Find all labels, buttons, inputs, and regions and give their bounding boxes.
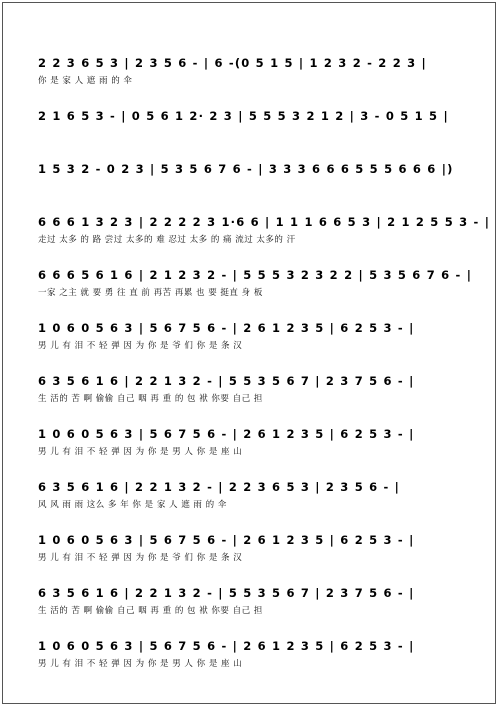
notation-line: 2 2 3 6 5 3 | 2 3 5 6 - | 6 -(0 5 1 5 | 1 2 3 2 - 2 2 3 | [38,56,427,70]
score-row-1 [38,52,468,91]
lyrics-line: 走过 太多 的 路 尝过 太多的 难 忍过 太多 的 痛 流过 太多的 汗 [38,235,296,245]
lyrics-line: 男 儿 有 泪 不 轻 弹 因 为 你 是 爷 们 你 是 条 汉 [38,553,243,563]
notation-line: 6 3 5 6 1 6 | 2 2 1 3 2 - | 5 5 3 5 6 7 | 2 3 7 5 6 - | [38,586,415,600]
notation-line: 1 0 6 0 5 6 3 | 5 6 7 5 6 - | 2 6 1 2 3 5 | 6 2 5 3 - | [38,321,415,335]
score-row-8 [38,423,468,462]
notation-line: 1 0 6 0 5 6 3 | 5 6 7 5 6 - | 2 6 1 2 3 5 | 6 2 5 3 - | [38,533,415,547]
lyrics-line [38,127,468,144]
score-row-5 [38,264,473,303]
lyrics-line [38,180,468,197]
lyrics-line: 生 活的 苦 啊 偷偷 自己 咽 再 重 的 包 袱 你要 自己 担 [38,394,263,404]
lyrics-line: 风 风 雨 雨 这么 多 年 你 是 家 人 遮 雨 的 伞 [38,500,227,510]
score-row-6 [38,317,468,356]
score-row-11 [38,582,468,621]
notation-line: 2 1 6 5 3 - | 0 5 6 1 2· 2 3 | 5 5 5 3 2 1 2 | 3 - 0 5 1 5 | [38,109,449,123]
lyrics-line: 男 儿 有 泪 不 轻 弹 因 为 你 是 男 人 你 是 座 山 [38,659,243,669]
lyrics-line: 生 活的 苦 啊 偷偷 自己 咽 再 重 的 包 袱 你要 自己 担 [38,606,263,616]
lyrics-line: 一家 之主 就 要 勇 往 直 前 再苦 再累 也 要 挺直 身 板 [38,288,263,298]
score-row-2 [38,105,468,144]
notation-line: 6 3 5 6 1 6 | 2 2 1 3 2 - | 2 2 3 6 5 3 | 2 3 5 6 - | [38,480,401,494]
score-row-4 [38,211,491,250]
notation-line: 6 3 5 6 1 6 | 2 2 1 3 2 - | 5 5 3 5 6 7 | 2 3 7 5 6 - | [38,374,415,388]
lyrics-line: 男 儿 有 泪 不 轻 弹 因 为 你 是 爷 们 你 是 条 汉 [38,341,243,351]
score-row-12 [38,635,468,674]
sheet-music-score [38,52,491,674]
notation-line: 1 0 6 0 5 6 3 | 5 6 7 5 6 - | 2 6 1 2 3 5 | 6 2 5 3 - | [38,639,415,653]
notation-line: 1 0 6 0 5 6 3 | 5 6 7 5 6 - | 2 6 1 2 3 5 | 6 2 5 3 - | [38,427,415,441]
lyrics-line: 男 儿 有 泪 不 轻 弹 因 为 你 是 男 人 你 是 座 山 [38,447,243,457]
notation-line: 6 6 6 1 3 2 3 | 2 2 2 2 3 1·6 6 | 1 1 1 6 6 5 3 | 2 1 2 5 5 3 - | [38,215,491,229]
score-row-9 [38,476,468,515]
score-row-3 [38,158,468,197]
notation-line: 1 5 3 2 - 0 2 3 | 5 3 5 6 7 6 - | 3 3 3 6 6 6 5 5 5 6 6 6 |) [38,162,454,176]
score-row-10 [38,529,468,568]
lyrics-line: 你 是 家 人 遮 雨 的 伞 [38,76,133,86]
notation-line: 6 6 6 5 6 1 6 | 2 1 2 3 2 - | 5 5 5 3 2 3 2 2 | 5 3 5 6 7 6 - | [38,268,473,282]
score-row-7 [38,370,468,409]
